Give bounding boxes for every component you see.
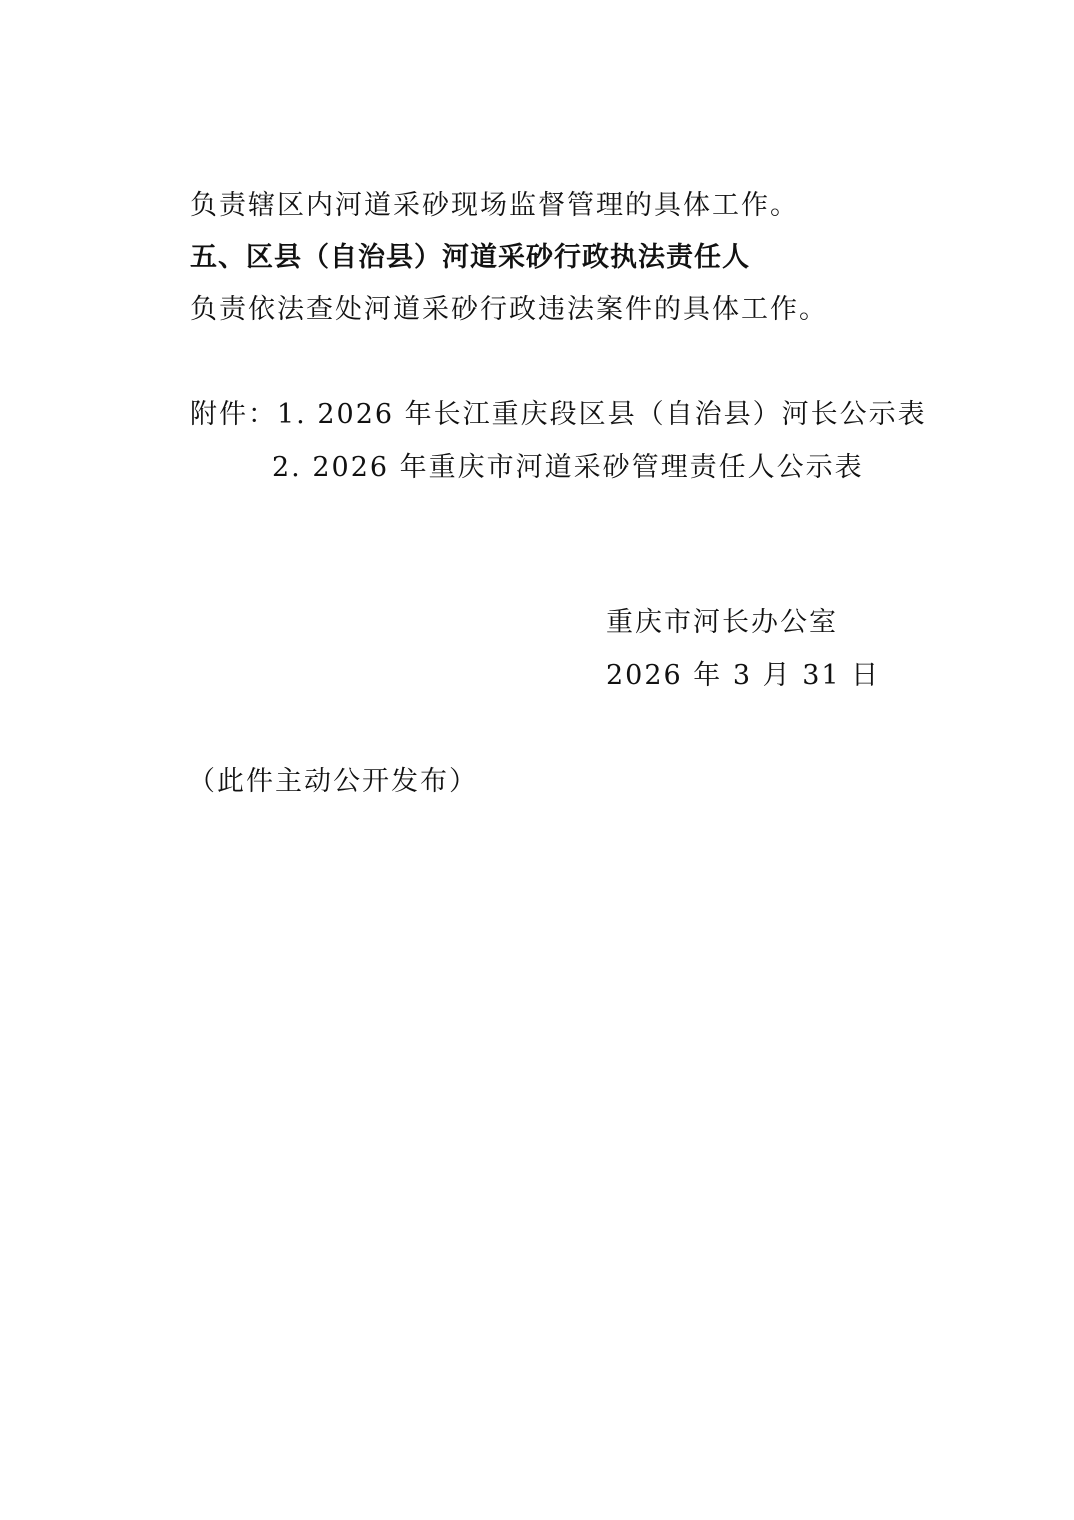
- section-heading-5: 五、区县（自治县）河道采砂行政执法责任人: [190, 242, 750, 273]
- publication-note: （此件主动公开发布）: [188, 766, 478, 797]
- body-paragraph-2: 负责依法查处河道采砂行政违法案件的具体工作。: [190, 294, 828, 325]
- attachment-item-1: 附件：1. 2026 年长江重庆段区县（自治县）河长公示表: [190, 399, 927, 430]
- attachment-item-2: 2. 2026 年重庆市河道采砂管理责任人公示表: [272, 452, 864, 483]
- signature-date: 2026 年 3 月 31 日: [606, 660, 881, 691]
- signature-issuer: 重庆市河长办公室: [606, 607, 838, 638]
- body-paragraph-1: 负责辖区内河道采砂现场监督管理的具体工作。: [190, 190, 799, 221]
